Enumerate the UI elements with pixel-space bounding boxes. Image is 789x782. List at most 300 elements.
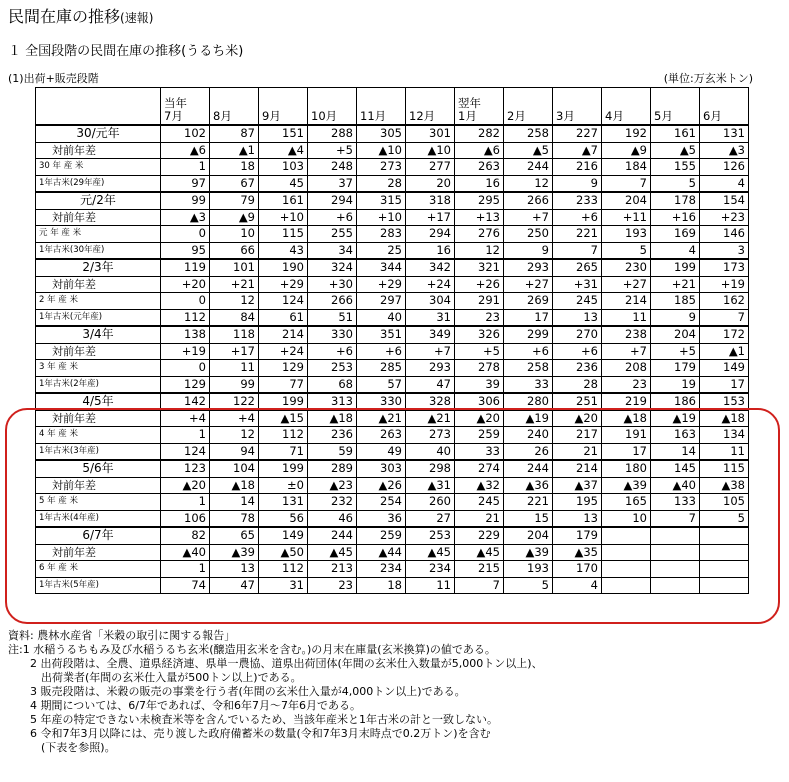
- table-cell: 245: [553, 293, 602, 310]
- table-cell: 7: [602, 175, 651, 192]
- table-cell: 149: [259, 527, 308, 544]
- table-cell: ▲31: [406, 477, 455, 494]
- table-cell: 240: [504, 427, 553, 444]
- table-cell: ▲20: [553, 410, 602, 427]
- table-cell: +17: [210, 343, 259, 360]
- table-cell: 251: [553, 393, 602, 410]
- row-label: 3/4年: [36, 326, 161, 343]
- table-cell: 124: [259, 293, 308, 310]
- table-cell: 266: [308, 293, 357, 310]
- table-cell: ▲21: [406, 410, 455, 427]
- table-cell: 13: [553, 309, 602, 326]
- table-cell: 3: [700, 242, 749, 259]
- table-cell: 71: [259, 443, 308, 460]
- table-cell: 7: [455, 577, 504, 594]
- table-cell: ▲19: [504, 410, 553, 427]
- table-cell: 293: [406, 360, 455, 377]
- table-cell: 84: [210, 309, 259, 326]
- table-cell: 112: [161, 309, 210, 326]
- table-cell: 118: [210, 326, 259, 343]
- table-row: [36, 159, 749, 176]
- table-cell: 77: [259, 376, 308, 393]
- table-cell: 169: [651, 226, 700, 243]
- table-cell: ▲4: [259, 142, 308, 159]
- table-cell: ▲38: [700, 477, 749, 494]
- table-cell: 199: [259, 393, 308, 410]
- table-cell: 161: [651, 125, 700, 142]
- table-cell: 282: [455, 125, 504, 142]
- table-cell: 204: [504, 527, 553, 544]
- table-cell: 57: [357, 376, 406, 393]
- column-header: [700, 88, 749, 126]
- table-cell: 199: [259, 460, 308, 477]
- table-cell: 216: [553, 159, 602, 176]
- table-cell: 204: [602, 192, 651, 209]
- table-cell: 5: [651, 175, 700, 192]
- notes: [8, 629, 543, 755]
- table-cell: +19: [700, 276, 749, 293]
- table-cell: 39: [455, 376, 504, 393]
- table-cell: +6: [308, 343, 357, 360]
- table-cell: 199: [651, 259, 700, 276]
- table-cell: 294: [308, 192, 357, 209]
- table-row: [36, 226, 749, 243]
- table-cell: 214: [259, 326, 308, 343]
- table-cell: 328: [406, 393, 455, 410]
- table-cell: ▲6: [455, 142, 504, 159]
- row-label: 2/3年: [36, 259, 161, 276]
- table-cell: 126: [700, 159, 749, 176]
- column-header: [553, 88, 602, 126]
- table-cell: ▲9: [210, 209, 259, 226]
- table-cell: +24: [406, 276, 455, 293]
- row-label: 元 年 産 米: [36, 226, 161, 243]
- table-cell: +29: [259, 276, 308, 293]
- table-cell: 204: [651, 326, 700, 343]
- row-label: 対前年差: [36, 477, 161, 494]
- table-cell: 94: [210, 443, 259, 460]
- table-cell: 131: [259, 494, 308, 511]
- table-cell: 274: [455, 460, 504, 477]
- column-header: [161, 88, 210, 126]
- table-cell: 104: [210, 460, 259, 477]
- table-cell: 68: [308, 376, 357, 393]
- table-cell: +6: [357, 343, 406, 360]
- row-label: 1年古米(元年産): [36, 309, 161, 326]
- table-cell: ▲1: [210, 142, 259, 159]
- table-cell: ▲40: [651, 477, 700, 494]
- table-cell: 20: [406, 175, 455, 192]
- table-row: [36, 276, 749, 293]
- column-header: [259, 88, 308, 126]
- table-cell: 1: [161, 561, 210, 578]
- table-cell: 299: [504, 326, 553, 343]
- table-cell: ▲6: [161, 142, 210, 159]
- table-cell: 23: [455, 309, 504, 326]
- table-cell: +4: [161, 410, 210, 427]
- note-line: 3 販売段階は、米穀の販売の事業を行う者(年間の玄米仕入量が4,000トン以上)である。: [8, 685, 466, 698]
- column-header: [357, 88, 406, 126]
- row-label: 1年古米(4年産): [36, 510, 161, 527]
- table-cell: 151: [259, 125, 308, 142]
- table-cell: 1: [161, 159, 210, 176]
- table-cell: +23: [700, 209, 749, 226]
- row-label: 対前年差: [36, 142, 161, 159]
- table-cell: 221: [553, 226, 602, 243]
- table-cell: 278: [455, 360, 504, 377]
- table-cell: 4: [700, 175, 749, 192]
- table-cell: 82: [161, 527, 210, 544]
- table-cell: +7: [602, 343, 651, 360]
- table-cell: 99: [210, 376, 259, 393]
- column-header-month: 9月: [262, 109, 281, 123]
- table-cell: 59: [308, 443, 357, 460]
- table-cell: 236: [308, 427, 357, 444]
- table-cell: 248: [308, 159, 357, 176]
- table-cell: 0: [161, 293, 210, 310]
- table-cell: 172: [700, 326, 749, 343]
- table-cell: 9: [504, 242, 553, 259]
- table-cell: 11: [406, 577, 455, 594]
- table-cell: 79: [210, 192, 259, 209]
- table-cell: 112: [259, 427, 308, 444]
- table-cell: 33: [504, 376, 553, 393]
- table-cell: 165: [602, 494, 651, 511]
- table-cell: 259: [455, 427, 504, 444]
- column-header-month: 7月: [164, 109, 183, 123]
- table-cell: 31: [406, 309, 455, 326]
- row-label: 対前年差: [36, 343, 161, 360]
- table-row: [36, 242, 749, 259]
- table-cell: +6: [308, 209, 357, 226]
- table-cell: 122: [210, 393, 259, 410]
- table-cell: 349: [406, 326, 455, 343]
- table-cell: 230: [602, 259, 651, 276]
- table-cell: +20: [161, 276, 210, 293]
- table-cell: ▲39: [210, 544, 259, 561]
- table-cell: 46: [308, 510, 357, 527]
- table-cell: 145: [651, 460, 700, 477]
- table-cell: 301: [406, 125, 455, 142]
- table-cell: 234: [357, 561, 406, 578]
- table-cell: ▲9: [602, 142, 651, 159]
- table-cell: ▲1: [700, 343, 749, 360]
- table-cell: 51: [308, 309, 357, 326]
- table-cell: 253: [406, 527, 455, 544]
- table-cell: 344: [357, 259, 406, 276]
- table-cell: 115: [700, 460, 749, 477]
- table-cell: +19: [161, 343, 210, 360]
- table-cell: 4: [651, 242, 700, 259]
- table-cell: ▲26: [357, 477, 406, 494]
- table-cell: 131: [700, 125, 749, 142]
- column-header: [210, 88, 259, 126]
- table-cell: 238: [602, 326, 651, 343]
- table-cell: 15: [504, 510, 553, 527]
- table-cell: 19: [651, 376, 700, 393]
- note-line: 2 出荷段階は、全農、道県経済連、県単一農協、道県出荷団体(年間の玄米仕入数量が5,000トン以上)、: [8, 657, 543, 670]
- table-cell: 351: [357, 326, 406, 343]
- table-cell: 47: [210, 577, 259, 594]
- table-cell: ▲32: [455, 477, 504, 494]
- table-cell: 221: [504, 494, 553, 511]
- row-label: 対前年差: [36, 410, 161, 427]
- table-cell: 134: [700, 427, 749, 444]
- table-cell: ▲7: [553, 142, 602, 159]
- table-cell: 12: [210, 427, 259, 444]
- table-cell: ▲10: [357, 142, 406, 159]
- row-label: 対前年差: [36, 209, 161, 226]
- row-label: 対前年差: [36, 544, 161, 561]
- table-cell: 4: [553, 577, 602, 594]
- row-label: 2 年 産 米: [36, 293, 161, 310]
- table-cell: 124: [161, 443, 210, 460]
- table-cell: 195: [553, 494, 602, 511]
- table-cell: 26: [504, 443, 553, 460]
- table-cell: 232: [308, 494, 357, 511]
- table-cell: 342: [406, 259, 455, 276]
- table-cell: 265: [553, 259, 602, 276]
- table-cell: 149: [700, 360, 749, 377]
- table-cell: 295: [455, 192, 504, 209]
- table-cell: 276: [455, 226, 504, 243]
- table-cell: 12: [455, 242, 504, 259]
- table-row: [36, 125, 749, 142]
- column-header-top: 当年: [164, 96, 187, 110]
- column-header-month: 12月: [409, 109, 436, 123]
- row-label: 6 年 産 米: [36, 561, 161, 578]
- table-cell: ▲40: [161, 544, 210, 561]
- table-cell: 17: [602, 443, 651, 460]
- table-cell: 190: [259, 259, 308, 276]
- table-cell: 304: [406, 293, 455, 310]
- column-header: [651, 88, 700, 126]
- note-line: 資料: 農林水産省「米穀の取引に関する報告」: [8, 629, 236, 642]
- table-cell: 191: [602, 427, 651, 444]
- table-cell: 0: [161, 360, 210, 377]
- table-cell: ▲39: [504, 544, 553, 561]
- table-cell: 289: [308, 460, 357, 477]
- table-cell: 303: [357, 460, 406, 477]
- column-header: [308, 88, 357, 126]
- table-cell: ▲35: [553, 544, 602, 561]
- table-cell: ▲5: [651, 142, 700, 159]
- table-cell: 28: [553, 376, 602, 393]
- table-cell: 5: [602, 242, 651, 259]
- table-cell: 173: [700, 259, 749, 276]
- table-cell: 74: [161, 577, 210, 594]
- row-label: 4/5年: [36, 393, 161, 410]
- column-header: [455, 88, 504, 126]
- table-cell: 129: [161, 376, 210, 393]
- table-cell: 142: [161, 393, 210, 410]
- table-cell: 233: [553, 192, 602, 209]
- table-cell: 270: [553, 326, 602, 343]
- table-cell: 161: [259, 192, 308, 209]
- row-label: 元/2年: [36, 192, 161, 209]
- table-cell: 153: [700, 393, 749, 410]
- table-cell: 324: [308, 259, 357, 276]
- table-cell: 56: [259, 510, 308, 527]
- table-cell: 138: [161, 326, 210, 343]
- table-cell: ▲18: [700, 410, 749, 427]
- row-label: 30 年 産 米: [36, 159, 161, 176]
- table-cell: 45: [259, 175, 308, 192]
- table-cell: 193: [602, 226, 651, 243]
- table-cell: 254: [357, 494, 406, 511]
- row-label: 5 年 産 米: [36, 494, 161, 511]
- table-cell: 11: [700, 443, 749, 460]
- table-cell: 260: [406, 494, 455, 511]
- table-cell: ▲20: [161, 477, 210, 494]
- title-text: 民間在庫の推移: [8, 7, 121, 26]
- table-cell: ▲23: [308, 477, 357, 494]
- section-label: (1)出荷+販売段階: [8, 72, 99, 85]
- table-cell: 214: [553, 460, 602, 477]
- table-cell: 17: [700, 376, 749, 393]
- table-cell: 258: [504, 360, 553, 377]
- column-header-month: 5月: [654, 109, 673, 123]
- subtitle: １ 全国段階の民間在庫の推移(うるち米): [8, 44, 244, 59]
- row-label: 1年古米(29年産): [36, 175, 161, 192]
- table-cell: 61: [259, 309, 308, 326]
- table-cell: 178: [651, 192, 700, 209]
- column-header-month: 4月: [605, 109, 624, 123]
- table-cell: 163: [651, 427, 700, 444]
- table-cell: 227: [553, 125, 602, 142]
- row-label: 3 年 産 米: [36, 360, 161, 377]
- table-cell: ▲44: [357, 544, 406, 561]
- table-cell: +10: [259, 209, 308, 226]
- table-cell: 285: [357, 360, 406, 377]
- note-line: 5 年産の特定できない未検査米等を含んでいるため、当該年産米と1年古米の計と一致しない。: [8, 713, 499, 726]
- table-cell: 7: [651, 510, 700, 527]
- column-header: [406, 88, 455, 126]
- table-cell: +7: [406, 343, 455, 360]
- table-cell: ▲37: [553, 477, 602, 494]
- table-cell: 33: [455, 443, 504, 460]
- table-cell: ▲20: [455, 410, 504, 427]
- table-cell: 123: [161, 460, 210, 477]
- table-cell: 263: [357, 427, 406, 444]
- table-cell: 288: [308, 125, 357, 142]
- table-cell: +27: [602, 276, 651, 293]
- table-cell: +13: [455, 209, 504, 226]
- page-title: [8, 4, 153, 27]
- row-label: 対前年差: [36, 276, 161, 293]
- table-cell: 313: [308, 393, 357, 410]
- table-cell: ▲5: [504, 142, 553, 159]
- column-header: [602, 88, 651, 126]
- table-cell: 5: [700, 510, 749, 527]
- table-cell: 315: [357, 192, 406, 209]
- table-cell: 43: [259, 242, 308, 259]
- table-cell: 154: [700, 192, 749, 209]
- table-cell: 330: [308, 326, 357, 343]
- table-cell: 28: [357, 175, 406, 192]
- table-cell: ▲45: [308, 544, 357, 561]
- table-cell: 133: [651, 494, 700, 511]
- table-cell: +4: [210, 410, 259, 427]
- table-cell: 269: [504, 293, 553, 310]
- column-header-month: 6月: [703, 109, 722, 123]
- table-cell: 214: [602, 293, 651, 310]
- table-cell: 40: [406, 443, 455, 460]
- table-cell: +29: [357, 276, 406, 293]
- table-cell: 40: [357, 309, 406, 326]
- table-row: [36, 343, 749, 360]
- table-cell: 106: [161, 510, 210, 527]
- table-cell: 1: [161, 427, 210, 444]
- table-cell: 291: [455, 293, 504, 310]
- table-cell: ±0: [259, 477, 308, 494]
- table-row: [36, 326, 749, 343]
- table-cell: 184: [602, 159, 651, 176]
- table-cell: 115: [259, 226, 308, 243]
- table-cell: +11: [602, 209, 651, 226]
- table-cell: 273: [406, 427, 455, 444]
- table-cell: 277: [406, 159, 455, 176]
- note-line: 注:1 水稲うるちもみ及び水稲うるち玄米(醸造用玄米を含む。)の月末在庫量(玄米換算)の値である。: [8, 643, 496, 656]
- table-cell: 305: [357, 125, 406, 142]
- table-row: [36, 175, 749, 192]
- table-row: [36, 376, 749, 393]
- table-cell: 219: [602, 393, 651, 410]
- row-label: 1年古米(30年産): [36, 242, 161, 259]
- table-cell: 193: [504, 561, 553, 578]
- column-header-month: 3月: [556, 109, 575, 123]
- table-cell: 162: [700, 293, 749, 310]
- table-row: [36, 259, 749, 276]
- table-cell: 47: [406, 376, 455, 393]
- table-cell: 23: [308, 577, 357, 594]
- table-cell: 18: [210, 159, 259, 176]
- table-cell: 217: [553, 427, 602, 444]
- table-cell: 273: [357, 159, 406, 176]
- table-cell: 13: [553, 510, 602, 527]
- table-cell: 21: [455, 510, 504, 527]
- table-cell: 266: [504, 192, 553, 209]
- table-cell: 208: [602, 360, 651, 377]
- table-cell: 129: [259, 360, 308, 377]
- table-cell: 318: [406, 192, 455, 209]
- table-cell: 9: [553, 175, 602, 192]
- table-cell: 87: [210, 125, 259, 142]
- table-header-row: [36, 88, 749, 126]
- table-cell: ▲36: [504, 477, 553, 494]
- table-cell: 236: [553, 360, 602, 377]
- table-cell: 12: [504, 175, 553, 192]
- row-label: 6/7年: [36, 527, 161, 544]
- table-cell: 330: [357, 393, 406, 410]
- table-cell: 99: [161, 192, 210, 209]
- table-cell: 27: [406, 510, 455, 527]
- table-cell: 215: [455, 561, 504, 578]
- table-cell: ▲18: [308, 410, 357, 427]
- table-cell: 259: [357, 527, 406, 544]
- table-cell: 5: [504, 577, 553, 594]
- note-line: 4 期間については、6/7年であれば、令和6年7月～7年6月である。: [8, 699, 361, 712]
- table-cell: 192: [602, 125, 651, 142]
- table-cell: ▲10: [406, 142, 455, 159]
- table-cell: +16: [651, 209, 700, 226]
- table-cell: +24: [259, 343, 308, 360]
- table-cell: 213: [308, 561, 357, 578]
- table-cell: 244: [504, 460, 553, 477]
- table-cell: +10: [357, 209, 406, 226]
- table-cell: 244: [308, 527, 357, 544]
- table-cell: 9: [651, 309, 700, 326]
